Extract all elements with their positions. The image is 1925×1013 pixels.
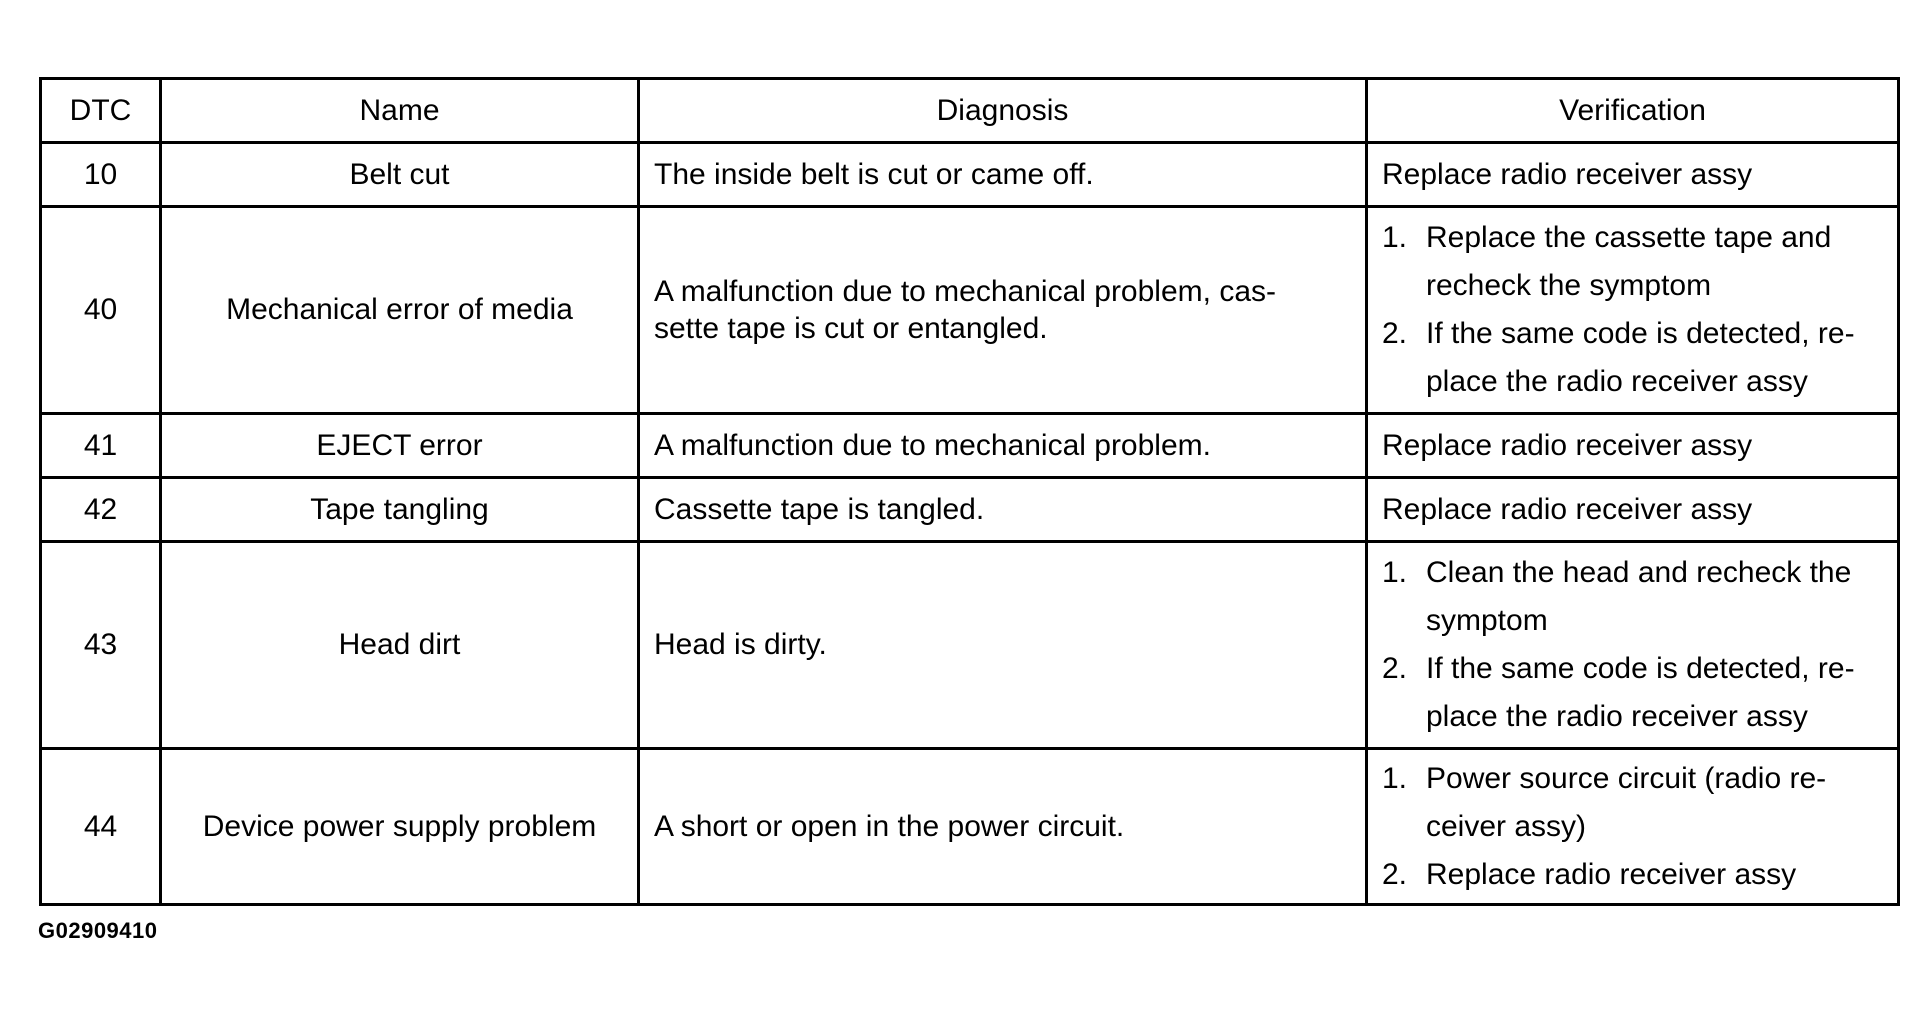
dtc-cell: 40 <box>41 207 161 414</box>
table-header-row <box>41 79 1899 143</box>
step-line: Replace radio receiver assy <box>1426 857 1797 891</box>
step-text <box>1426 851 1883 899</box>
table-row <box>41 542 1899 749</box>
step-line: Power source circuit (radio re- <box>1426 761 1827 795</box>
step-line: symptom <box>1426 604 1548 637</box>
table-row <box>41 749 1899 905</box>
name-cell: Belt cut <box>161 143 639 207</box>
header-name: Name <box>161 79 639 143</box>
name-cell: Tape tangling <box>161 478 639 542</box>
diagnosis-cell <box>639 207 1367 414</box>
dtc-cell: 10 <box>41 143 161 207</box>
step-line: ceiver assy) <box>1426 809 1587 843</box>
step-number: 1. <box>1382 761 1408 795</box>
table-row <box>41 414 1899 478</box>
table-row <box>41 143 1899 207</box>
name-cell: EJECT error <box>161 414 639 478</box>
diagnosis-cell: Head is dirty. <box>639 542 1367 749</box>
table-row <box>41 207 1899 414</box>
step-number: 2. <box>1382 317 1408 350</box>
step-line: Clean the head and recheck the <box>1426 556 1852 589</box>
verification-step <box>1382 755 1883 851</box>
verification-cell <box>1367 207 1899 414</box>
step-number: 2. <box>1382 652 1408 685</box>
verification-step <box>1382 549 1883 645</box>
diagnosis-cell: Cassette tape is tangled. <box>639 478 1367 542</box>
table-row <box>41 478 1899 542</box>
name-cell: Head dirt <box>161 542 639 749</box>
step-line: recheck the symptom <box>1426 269 1712 302</box>
step-text <box>1426 645 1883 741</box>
dtc-cell: 44 <box>41 749 161 905</box>
step-text <box>1426 755 1883 851</box>
header-verification: Verification <box>1367 79 1899 143</box>
step-text <box>1426 214 1883 310</box>
step-line: If the same code is detected, re- <box>1426 317 1855 350</box>
verification-step <box>1382 851 1883 899</box>
verification-step <box>1382 310 1883 406</box>
verification-step <box>1382 645 1883 741</box>
verification-cell: Replace radio receiver assy <box>1367 143 1899 207</box>
verification-steps <box>1382 549 1883 741</box>
verification-step <box>1382 214 1883 310</box>
step-line: If the same code is detected, re- <box>1426 652 1855 685</box>
dtc-cell: 43 <box>41 542 161 749</box>
step-line: place the radio receiver assy <box>1426 700 1808 733</box>
step-text <box>1426 549 1883 645</box>
name-cell: Mechanical error of media <box>161 207 639 414</box>
verification-cell: Replace radio receiver assy <box>1367 478 1899 542</box>
verification-cell <box>1367 749 1899 905</box>
header-dtc: DTC <box>41 79 161 143</box>
step-line: place the radio receiver assy <box>1426 365 1808 398</box>
diagnosis-line: sette tape is cut or entangled. <box>654 312 1048 345</box>
step-number: 1. <box>1382 221 1408 254</box>
verification-cell <box>1367 542 1899 749</box>
diagnosis-cell: The inside belt is cut or came off. <box>639 143 1367 207</box>
step-text <box>1426 310 1883 406</box>
verification-cell: Replace radio receiver assy <box>1367 414 1899 478</box>
diagnosis-line: A malfunction due to mechanical problem, cas- <box>654 274 1276 308</box>
verification-steps <box>1382 755 1883 899</box>
name-cell: Device power supply problem <box>161 749 639 905</box>
dtc-cell: 41 <box>41 414 161 478</box>
diagnosis-cell: A malfunction due to mechanical problem. <box>639 414 1367 478</box>
verification-steps <box>1382 214 1883 406</box>
step-number: 2. <box>1382 857 1408 891</box>
dtc-cell: 42 <box>41 478 161 542</box>
step-line: Replace the cassette tape and <box>1426 221 1832 254</box>
dtc-table <box>39 77 1900 906</box>
diagnosis-cell: A short or open in the power circuit. <box>639 749 1367 905</box>
header-diagnosis: Diagnosis <box>639 79 1367 143</box>
figure-code: G02909410 <box>38 918 158 943</box>
step-number: 1. <box>1382 556 1408 589</box>
